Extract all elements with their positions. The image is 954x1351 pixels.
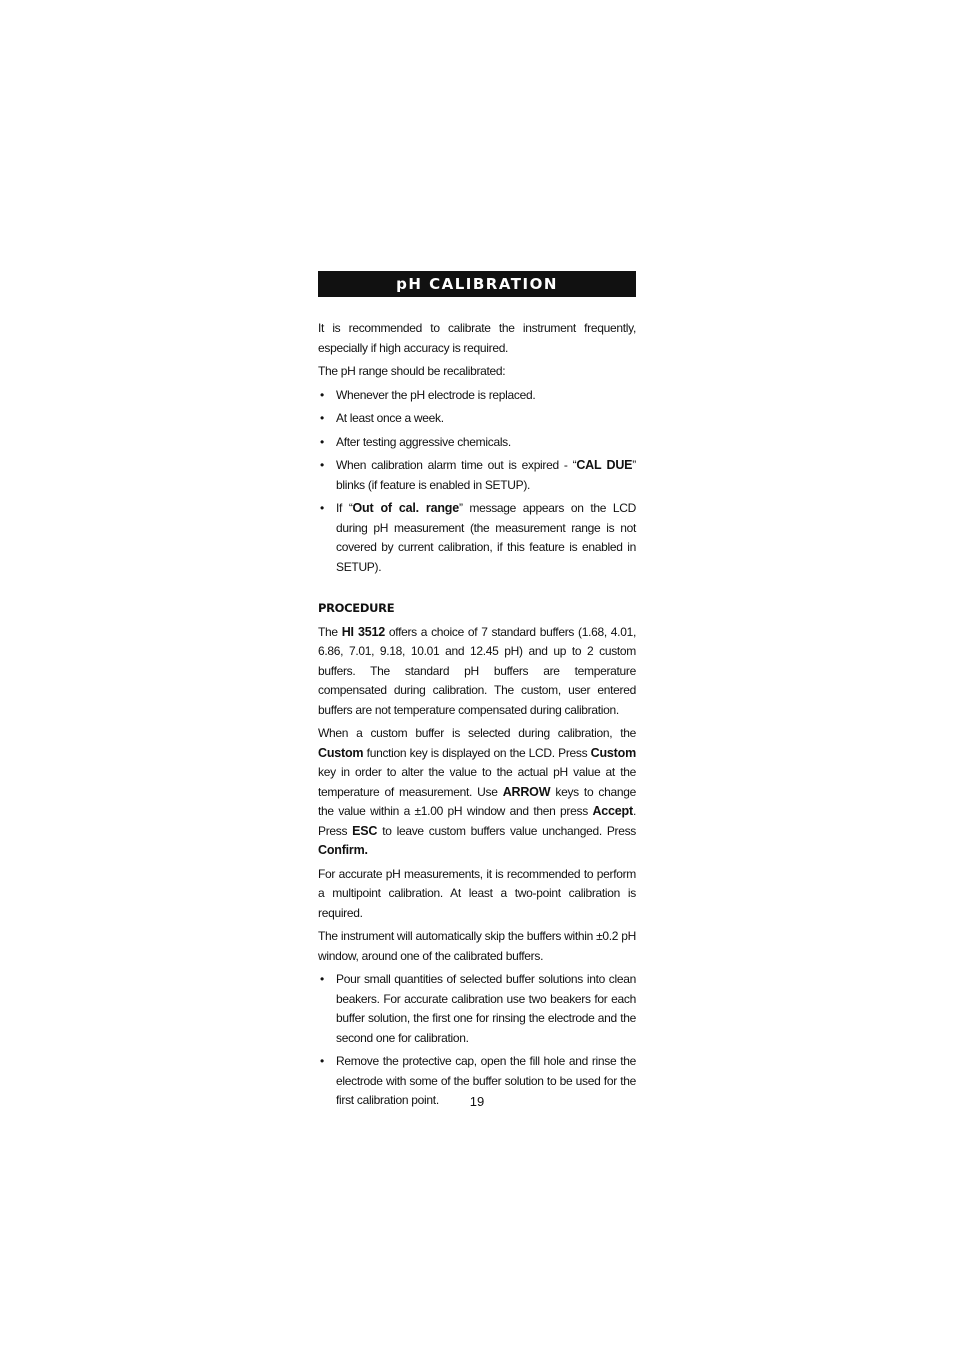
- intro-paragraph-1: It is recommended to calibrate the instrument frequently, especially if high accuracy is required.: [318, 321, 636, 355]
- manual-page: [318, 271, 636, 1115]
- text-segment: When calibration alarm time out is expired - “: [336, 458, 577, 472]
- model-keyword: HI 3512: [341, 624, 385, 639]
- confirm-keyword: Confirm.: [318, 843, 368, 857]
- text-segment: key in order to alter the value to the actual pH value at the temperature of measurement. Use: [318, 765, 636, 799]
- procedure-heading: PROCEDURE: [318, 601, 395, 615]
- text-segment: The: [318, 624, 342, 639]
- cal-due-keyword: CAL DUE: [576, 458, 633, 472]
- custom-keyword: Custom: [318, 745, 364, 760]
- procedure-paragraph-3: For accurate pH measurements, it is recommended to perform a multipoint calibration. At least a two-point calibration is required.: [318, 866, 636, 920]
- section-title: pH CALIBRATION: [318, 271, 636, 297]
- procedure-paragraph-2: [318, 724, 636, 861]
- list-item-text: Remove the protective cap, open the fill hole and rinse the electrode with some of the buffer solution to be used for the first calibration point.: [336, 1054, 636, 1107]
- page-content: [318, 319, 636, 1111]
- text-segment: When a custom buffer is selected during calibration, the: [318, 726, 636, 740]
- list-item: [318, 433, 636, 453]
- bullet-icon: •: [320, 972, 324, 986]
- list-item: [318, 499, 636, 577]
- recalibrate-list: [318, 386, 636, 578]
- procedure-steps: [318, 970, 636, 1111]
- list-item-text: After testing aggressive chemicals.: [336, 434, 511, 449]
- list-item-text: [336, 501, 636, 574]
- esc-keyword: ESC: [352, 823, 378, 838]
- intro-paragraph-2: The pH range should be recalibrated:: [318, 364, 506, 378]
- bullet-icon: •: [320, 1054, 324, 1068]
- procedure-paragraph-4: The instrument will automatically skip the buffers within ±0.2 pH window, around one of the calibrated buffers.: [318, 929, 636, 963]
- bullet-icon: •: [320, 458, 324, 472]
- page-number: 19: [469, 1094, 485, 1109]
- text-segment: ” blinks (if feature is enabled in SETUP).: [336, 458, 636, 492]
- list-item-text: Whenever the pH electrode is replaced.: [336, 387, 536, 402]
- list-item-text: [336, 458, 636, 492]
- bullet-icon: •: [320, 501, 324, 515]
- list-item: [318, 456, 636, 495]
- bullet-icon: •: [320, 411, 324, 425]
- accept-keyword: Accept: [592, 804, 633, 818]
- bullet-icon: •: [320, 434, 324, 449]
- arrow-keyword: ARROW: [502, 784, 551, 799]
- text-segment: . Press: [318, 804, 636, 838]
- list-item: [318, 970, 636, 1048]
- text-segment: offers a choice of 7 standard buffers (1.68, 4.01, 6.86, 7.01, 9.18, 10.01 and 12.45 pH) and up to 2 custom buffers. The standard pH buffers are temperature compensated during calibration. The custom, user entered buffers are not temperature compensated during calibration.: [318, 624, 636, 717]
- text-segment: function key is displayed on the LCD. Press: [363, 745, 591, 760]
- list-item: [318, 386, 636, 406]
- text-segment: to leave custom buffers value unchanged. Press: [377, 823, 636, 838]
- procedure-paragraph-1: [318, 623, 636, 721]
- bullet-icon: •: [320, 387, 324, 402]
- custom-keyword: Custom: [590, 745, 636, 760]
- text-segment: If “: [336, 501, 353, 515]
- text-segment: keys to change the value within a ±1.00 pH window and then press: [318, 784, 636, 818]
- text-segment: ” message appears on the LCD during pH measurement (the measurement range is not covered by current calibration, if this feature is enabled in SETUP).: [336, 501, 636, 574]
- list-item: [318, 409, 636, 429]
- out-of-range-keyword: Out of cal. range: [352, 501, 459, 515]
- list-item-text: Pour small quantities of selected buffer solutions into clean beakers. For accurate calibration use two beakers for each buffer solution, the first one for rinsing the electrode and the second one for calibration.: [336, 972, 636, 1045]
- list-item-text: At least once a week.: [336, 411, 444, 425]
